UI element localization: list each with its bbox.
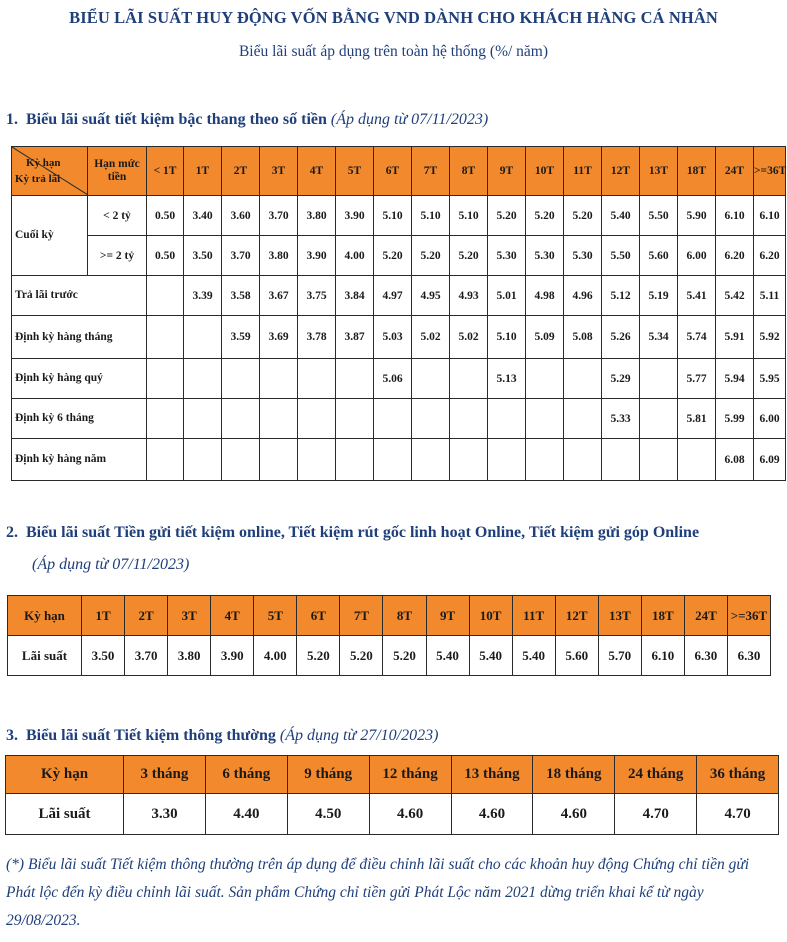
rate-cell: 5.20 — [340, 636, 383, 676]
rate-cell: 3.90 — [298, 236, 336, 276]
online-savings-table — [7, 595, 771, 676]
section3-number: 3. — [6, 727, 18, 744]
section2-heading — [6, 524, 699, 542]
rate-cell: 5.34 — [640, 316, 678, 359]
term-header: 4T — [298, 147, 336, 196]
rate-cell — [412, 359, 450, 399]
rate-cell: 6.10 — [641, 636, 684, 676]
rate-cell — [526, 439, 564, 481]
rate-cell: 3.70 — [125, 636, 168, 676]
rate-cell: 0.50 — [147, 196, 184, 236]
rate-cell — [298, 399, 336, 439]
section1-title: Biểu lãi suất tiết kiệm bậc thang theo số tiền — [26, 111, 327, 128]
section2-title: Biểu lãi suất Tiền gửi tiết kiệm online, Tiết kiệm rút gốc linh hoạt Online, Tiết kiệm gửi góp Online — [26, 524, 700, 541]
rate-cell — [374, 399, 412, 439]
rate-cell — [564, 359, 602, 399]
rate-cell: 6.00 — [754, 399, 786, 439]
rate-cell: 4.70 — [697, 794, 779, 835]
rate-cell — [260, 359, 298, 399]
payout-type-label: Trả lãi trước — [12, 276, 147, 316]
rate-cell: 5.50 — [640, 196, 678, 236]
rate-row-header: Lãi suất — [8, 636, 82, 676]
rate-cell: 5.20 — [450, 236, 488, 276]
rate-cell: 4.50 — [287, 794, 369, 835]
corner-payout-label: Kỳ trả lãi — [15, 173, 61, 185]
rate-cell — [488, 439, 526, 481]
rate-cell: 3.80 — [298, 196, 336, 236]
section2-applied: (Áp dụng từ 07/11/2023) — [32, 556, 190, 573]
term-header: 1T — [82, 596, 125, 636]
rate-cell: 5.30 — [488, 236, 526, 276]
amount-level-cell: >= 2 tỷ — [88, 236, 147, 276]
rate-cell: 5.09 — [526, 316, 564, 359]
rate-cell: 5.90 — [678, 196, 716, 236]
term-header: 3 tháng — [124, 756, 206, 794]
term-header: 1T — [184, 147, 222, 196]
rate-cell — [184, 359, 222, 399]
rate-cell: 3.70 — [260, 196, 298, 236]
rate-cell — [298, 359, 336, 399]
rate-cell — [298, 439, 336, 481]
term-header: 7T — [340, 596, 383, 636]
rate-cell: 3.59 — [222, 316, 260, 359]
rate-cell — [184, 399, 222, 439]
rate-cell: 3.80 — [260, 236, 298, 276]
table-row — [12, 276, 786, 316]
corner-term-label: Kỳ hạn — [26, 157, 61, 169]
rate-cell: 4.00 — [254, 636, 297, 676]
term-row-header: Kỳ hạn — [8, 596, 82, 636]
rate-cell — [526, 359, 564, 399]
rate-cell — [147, 439, 184, 481]
rate-cell — [260, 439, 298, 481]
rate-cell: 3.60 — [222, 196, 260, 236]
rate-cell: 5.20 — [412, 236, 450, 276]
term-header: 12T — [555, 596, 598, 636]
rate-cell: 5.77 — [678, 359, 716, 399]
amount-level-header: Hạn mức tiền — [88, 147, 147, 196]
rate-cell: 3.67 — [260, 276, 298, 316]
rate-cell: 5.20 — [488, 196, 526, 236]
term-header: 8T — [450, 147, 488, 196]
corner-header-cell — [12, 147, 88, 196]
section3-title: Biểu lãi suất Tiết kiệm thông thường — [26, 727, 276, 744]
term-header: 3T — [260, 147, 298, 196]
footnote: (*) Biểu lãi suất Tiết kiệm thông thường trên áp dụng để điều chỉnh lãi suất cho các khoản huy động Chứng chỉ tiền gửi Phát lộc đến kỳ điều chỉnh lãi suất. Sản phẩm Chứng chỉ tiền gửi Phát Lộc năm 2021 dừng triển khai kể từ ngày 29/08/2023. — [6, 856, 750, 929]
rate-cell: 4.95 — [412, 276, 450, 316]
rate-cell: 5.91 — [716, 316, 754, 359]
payout-type-label: Định kỳ 6 tháng — [12, 399, 147, 439]
rate-cell — [640, 439, 678, 481]
rate-cell: 5.02 — [450, 316, 488, 359]
payout-type-label: Cuối kỳ — [12, 196, 88, 276]
term-header: 18T — [641, 596, 684, 636]
rate-cell: 5.94 — [716, 359, 754, 399]
table-row — [12, 399, 786, 439]
rate-cell: 5.01 — [488, 276, 526, 316]
rate-cell: 3.90 — [336, 196, 374, 236]
rate-cell: 5.03 — [374, 316, 412, 359]
rate-cell: 5.10 — [488, 316, 526, 359]
rate-cell — [260, 399, 298, 439]
term-header: 13T — [640, 147, 678, 196]
payout-type-label: Định kỳ hàng năm — [12, 439, 147, 481]
rate-cell: 6.00 — [678, 236, 716, 276]
term-header: 9T — [488, 147, 526, 196]
term-header: 24 tháng — [615, 756, 697, 794]
rate-cell — [526, 399, 564, 439]
rate-cell — [147, 399, 184, 439]
rate-cell: 5.10 — [450, 196, 488, 236]
table-row — [12, 439, 786, 481]
rate-cell: 5.92 — [754, 316, 786, 359]
rate-cell: 5.19 — [640, 276, 678, 316]
rate-cell: 4.70 — [615, 794, 697, 835]
term-header: 10T — [469, 596, 512, 636]
rate-cell: 4.96 — [564, 276, 602, 316]
term-header: 11T — [564, 147, 602, 196]
rate-cell: 5.60 — [555, 636, 598, 676]
rate-cell: 3.78 — [298, 316, 336, 359]
rate-cell: 3.75 — [298, 276, 336, 316]
rate-cell: 5.08 — [564, 316, 602, 359]
rate-cell: 6.08 — [716, 439, 754, 481]
rate-cell — [147, 359, 184, 399]
rate-cell — [222, 359, 260, 399]
rate-cell — [147, 276, 184, 316]
rate-cell: 5.13 — [488, 359, 526, 399]
term-row-header: Kỳ hạn — [6, 756, 124, 794]
rate-cell: 3.58 — [222, 276, 260, 316]
rate-cell: 5.10 — [412, 196, 450, 236]
rate-cell: 5.40 — [426, 636, 469, 676]
table-row — [12, 196, 786, 236]
rate-cell: 5.40 — [602, 196, 640, 236]
term-header: >=36T — [727, 596, 770, 636]
rate-cell — [412, 399, 450, 439]
page-subtitle: Biểu lãi suất áp dụng trên toàn hệ thống (%/ năm) — [238, 43, 549, 60]
rate-cell — [450, 439, 488, 481]
rate-cell — [336, 399, 374, 439]
term-header: 36 tháng — [697, 756, 779, 794]
rate-cell: 4.60 — [369, 794, 451, 835]
diagonal-line-icon — [12, 147, 88, 195]
rate-cell: 3.40 — [184, 196, 222, 236]
rate-cell: 3.69 — [260, 316, 298, 359]
rate-cell: 3.70 — [222, 236, 260, 276]
rate-cell: 6.09 — [754, 439, 786, 481]
section3-heading — [6, 727, 438, 745]
term-header: 24T — [716, 147, 754, 196]
rate-cell: 4.98 — [526, 276, 564, 316]
rate-cell: 5.20 — [564, 196, 602, 236]
rate-cell: 5.02 — [412, 316, 450, 359]
rate-cell: 3.30 — [124, 794, 206, 835]
rate-cell: 5.29 — [602, 359, 640, 399]
term-header: 13T — [598, 596, 641, 636]
rate-cell: 4.00 — [336, 236, 374, 276]
rate-row-header: Lãi suất — [6, 794, 124, 835]
term-header: 2T — [222, 147, 260, 196]
section1-number: 1. — [6, 111, 18, 128]
term-header: 11T — [512, 596, 555, 636]
term-header: 24T — [684, 596, 727, 636]
rate-cell: 6.10 — [754, 196, 786, 236]
rate-cell: 5.74 — [678, 316, 716, 359]
rate-cell: 5.10 — [374, 196, 412, 236]
rate-cell: 5.30 — [564, 236, 602, 276]
term-header: 4T — [211, 596, 254, 636]
section2-number: 2. — [6, 524, 18, 541]
rate-cell — [184, 316, 222, 359]
rate-cell: 5.20 — [297, 636, 340, 676]
rate-cell: 5.42 — [716, 276, 754, 316]
rate-cell — [336, 439, 374, 481]
term-header: 9 tháng — [287, 756, 369, 794]
rate-cell: 5.30 — [526, 236, 564, 276]
term-header: 12 tháng — [369, 756, 451, 794]
term-header: 18 tháng — [533, 756, 615, 794]
term-header: 18T — [678, 147, 716, 196]
rate-cell — [336, 359, 374, 399]
rate-cell: 6.30 — [684, 636, 727, 676]
table-row — [12, 316, 786, 359]
table-row — [12, 359, 786, 399]
term-header: 13 tháng — [451, 756, 533, 794]
rate-cell: 5.12 — [602, 276, 640, 316]
rate-cell: 5.40 — [469, 636, 512, 676]
rate-cell: 4.60 — [533, 794, 615, 835]
rate-cell: 3.39 — [184, 276, 222, 316]
rate-cell — [602, 439, 640, 481]
rate-cell: 4.40 — [205, 794, 287, 835]
rate-cell: 3.84 — [336, 276, 374, 316]
rate-cell — [147, 316, 184, 359]
rate-cell — [640, 359, 678, 399]
rate-cell — [374, 439, 412, 481]
rate-cell: 3.90 — [211, 636, 254, 676]
rate-cell — [488, 399, 526, 439]
rate-cell: 3.80 — [168, 636, 211, 676]
amount-level-cell: < 2 tỷ — [88, 196, 147, 236]
term-header: < 1T — [147, 147, 184, 196]
rate-cell — [184, 439, 222, 481]
table-row — [12, 236, 786, 276]
term-header: 6T — [297, 596, 340, 636]
rate-cell — [640, 399, 678, 439]
rate-cell — [564, 399, 602, 439]
rate-cell: 4.97 — [374, 276, 412, 316]
rate-cell: 5.20 — [374, 236, 412, 276]
regular-savings-table — [5, 755, 779, 835]
payout-type-label: Định kỳ hàng tháng — [12, 316, 147, 359]
rate-cell: 3.87 — [336, 316, 374, 359]
section3-applied: (Áp dụng từ 27/10/2023) — [279, 727, 439, 744]
section1-applied: (Áp dụng từ 07/11/2023) — [330, 111, 489, 128]
term-header: 6T — [374, 147, 412, 196]
stepped-savings-table — [11, 146, 786, 481]
rate-cell: 5.20 — [383, 636, 426, 676]
term-header: 9T — [426, 596, 469, 636]
rate-cell — [678, 439, 716, 481]
term-header: 7T — [412, 147, 450, 196]
rate-cell — [450, 399, 488, 439]
rate-cell: 4.60 — [451, 794, 533, 835]
rate-cell — [564, 439, 602, 481]
page-title: BIỂU LÃI SUẤT HUY ĐỘNG VỐN BẰNG VND DÀNH CHO KHÁCH HÀNG CÁ NHÂN — [69, 8, 718, 27]
rate-cell — [412, 439, 450, 481]
rate-cell: 6.30 — [727, 636, 770, 676]
rate-cell: 4.93 — [450, 276, 488, 316]
rate-cell: 3.50 — [184, 236, 222, 276]
rate-cell: 3.50 — [82, 636, 125, 676]
rate-cell — [222, 439, 260, 481]
rate-cell: 6.20 — [716, 236, 754, 276]
payout-type-label: Định kỳ hàng quý — [12, 359, 147, 399]
rate-cell: 5.60 — [640, 236, 678, 276]
rate-cell: 5.11 — [754, 276, 786, 316]
section1-heading — [6, 111, 488, 129]
rate-cell: 5.33 — [602, 399, 640, 439]
rate-cell: 5.06 — [374, 359, 412, 399]
rate-cell: 5.99 — [716, 399, 754, 439]
rate-cell: 5.41 — [678, 276, 716, 316]
term-header: 3T — [168, 596, 211, 636]
term-header: 5T — [254, 596, 297, 636]
term-header: >=36T — [754, 147, 786, 196]
rate-cell: 5.81 — [678, 399, 716, 439]
rate-cell: 0.50 — [147, 236, 184, 276]
term-header: 5T — [336, 147, 374, 196]
term-header: 8T — [383, 596, 426, 636]
term-header: 10T — [526, 147, 564, 196]
rate-cell: 5.70 — [598, 636, 641, 676]
rate-cell: 5.95 — [754, 359, 786, 399]
rate-cell: 5.20 — [526, 196, 564, 236]
rate-cell: 6.20 — [754, 236, 786, 276]
term-header: 6 tháng — [205, 756, 287, 794]
term-header: 2T — [125, 596, 168, 636]
rate-cell — [450, 359, 488, 399]
rate-cell: 6.10 — [716, 196, 754, 236]
rate-cell: 5.26 — [602, 316, 640, 359]
rate-cell: 5.40 — [512, 636, 555, 676]
term-header: 12T — [602, 147, 640, 196]
rate-cell — [222, 399, 260, 439]
rate-cell: 5.50 — [602, 236, 640, 276]
